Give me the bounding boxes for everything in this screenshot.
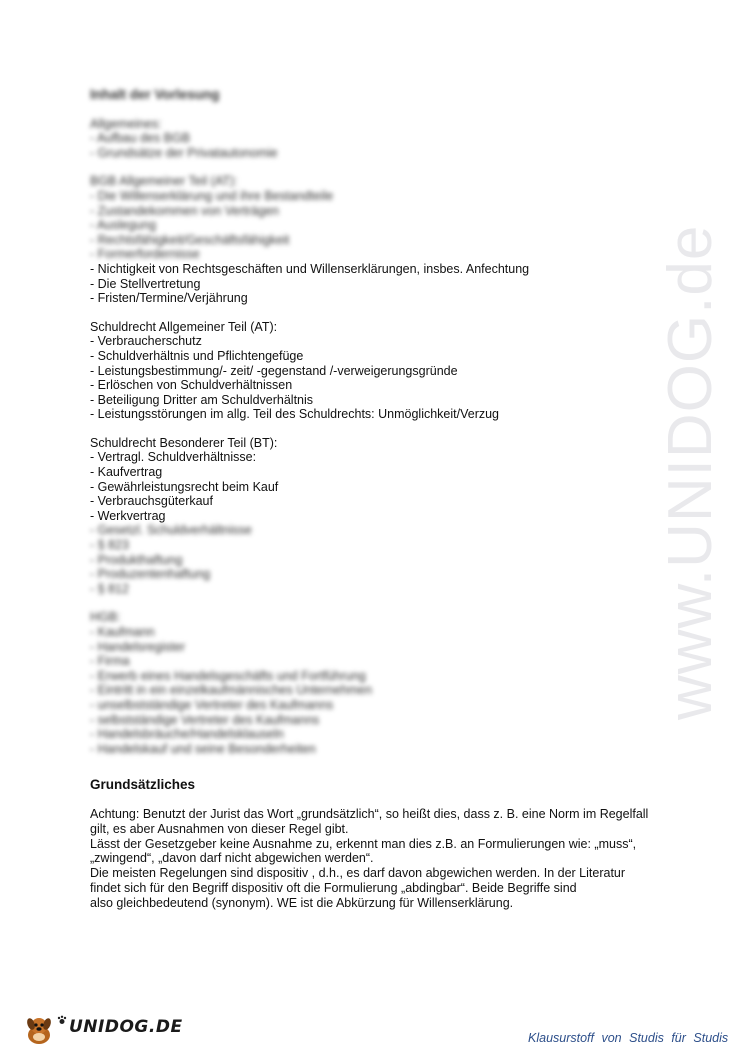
section-group bbox=[90, 436, 690, 597]
list-item: - § 823 bbox=[90, 538, 129, 553]
list-item: - Gesetzl. Schuldverhältnisse bbox=[90, 523, 252, 538]
paragraph-line: findet sich für den Begriff dispositiv oft die Formulierung „abdingbar“. Beide Begriffe sind bbox=[90, 880, 577, 895]
list-item: - Kaufvertrag bbox=[90, 465, 163, 480]
list-item: - selbstständige Vertreter des Kaufmanns bbox=[90, 712, 320, 727]
list-item: - Die Stellvertretung bbox=[90, 276, 201, 291]
list-item: - Eintritt in ein einzelkaufmännisches Unternehmen bbox=[90, 683, 373, 698]
list-item: - Verbraucherschutz bbox=[90, 334, 202, 349]
list-item: - Kaufmann bbox=[90, 625, 155, 639]
section-heading: HGB: bbox=[90, 610, 121, 625]
paragraph-line: gilt, es aber Ausnahmen von dieser Regel gibt. bbox=[90, 821, 349, 836]
page-title: Inhalt der Vorlesung bbox=[90, 87, 220, 102]
list-item: - unselbstständige Vertreter des Kaufmanns bbox=[90, 697, 334, 712]
paragraph-line: Achtung: Benutzt der Jurist das Wort „grundsätzlich“, so heißt dies, dass z. B. eine Norm im Regelfall bbox=[90, 806, 649, 821]
section-group bbox=[90, 610, 690, 756]
list-item: - Aufbau des BGB bbox=[90, 131, 191, 146]
list-item: - Nichtigkeit von Rechtsgeschäften und Willenserklärungen, insbes. Anfechtung bbox=[90, 261, 530, 276]
section-list bbox=[90, 117, 690, 757]
list-item: - Handelsregister bbox=[90, 639, 186, 654]
list-item: - Verbrauchsgüterkauf bbox=[90, 494, 213, 509]
section-group bbox=[90, 174, 690, 305]
list-item: - Werkvertrag bbox=[90, 508, 166, 523]
list-item: - Grundsätze der Privatautonomie bbox=[90, 145, 278, 160]
dog-mascot-icon bbox=[22, 1013, 56, 1047]
paragraph-line: Lässt der Gesetzgeber keine Ausnahme zu, erkennt man dies z.B. an Formulierungen wie: „muss“, bbox=[90, 836, 637, 851]
section-heading: Allgemeines: bbox=[90, 116, 162, 131]
unidog-logo bbox=[22, 1013, 183, 1047]
section-group bbox=[90, 320, 690, 422]
list-item: - Handelsbräuche/Handelsklauseln bbox=[90, 727, 284, 742]
section-heading: BGB Allgemeiner Teil (AT): bbox=[90, 174, 238, 189]
section-group bbox=[90, 117, 690, 161]
list-item: - Auslegung bbox=[90, 218, 157, 233]
list-item: - Erwerb eines Handelsgeschäfts und Fortführung bbox=[90, 668, 366, 683]
section-heading: Schuldrecht Besonderer Teil (BT): bbox=[90, 435, 278, 450]
list-item: - Die Willenserklärung und ihre Bestandteile bbox=[90, 188, 334, 203]
list-item: - Fristen/Termine/Verjährung bbox=[90, 291, 248, 306]
section-heading: Schuldrecht Allgemeiner Teil (AT): bbox=[90, 319, 278, 334]
list-item: - Rechtsfähigkeit/Geschäftsfähigkeit bbox=[90, 232, 290, 247]
footer-tagline: Klausurstoff von Studis für Studis bbox=[528, 1031, 729, 1045]
paw-icon bbox=[57, 1015, 67, 1025]
list-item: - Firma bbox=[90, 654, 130, 669]
list-item: - Leistungsbestimmung/- zeit/ -gegenstand /-verweigerungsgründe bbox=[90, 363, 458, 378]
list-item: - Erlöschen von Schuldverhältnissen bbox=[90, 378, 293, 393]
list-item: - § 812 bbox=[90, 581, 129, 596]
logo-text: UNIDOG.DE bbox=[69, 1017, 183, 1037]
list-item: - Schuldverhältnis und Pflichtengefüge bbox=[90, 348, 304, 363]
list-item: - Handelskauf und seine Besonderheiten bbox=[90, 741, 316, 756]
paragraph-line: „zwingend“, „davon darf nicht abgewichen werden“. bbox=[90, 851, 374, 866]
list-item: - Gewährleistungsrecht beim Kauf bbox=[90, 479, 279, 494]
list-item: - Produkthaftung bbox=[90, 552, 183, 567]
watermark-text: www.UNIDOG.de bbox=[656, 224, 725, 720]
list-item: - Formerfordernisse bbox=[90, 247, 200, 262]
list-item: - Leistungsstörungen im allg. Teil des Schuldrechts: Unmöglichkeit/Verzug bbox=[90, 407, 500, 422]
paragraph-line: also gleichbedeutend (synonym). WE ist die Abkürzung für Willenserklärung. bbox=[90, 895, 514, 910]
grund-heading: Grundsätzliches bbox=[90, 777, 196, 793]
document-content bbox=[90, 88, 690, 911]
list-item: - Beteiligung Dritter am Schuldverhältnis bbox=[90, 392, 314, 407]
list-item: - Vertragl. Schuldverhältnisse: bbox=[90, 450, 257, 465]
paragraph-line: Die meisten Regelungen sind dispositiv , d.h., es darf davon abgewichen werden. In der Literatur bbox=[90, 866, 626, 881]
list-item: - Zustandekommen von Verträgen bbox=[90, 203, 279, 218]
list-item: - Produzentenhaftung bbox=[90, 567, 211, 582]
grund-paragraph bbox=[90, 807, 690, 911]
